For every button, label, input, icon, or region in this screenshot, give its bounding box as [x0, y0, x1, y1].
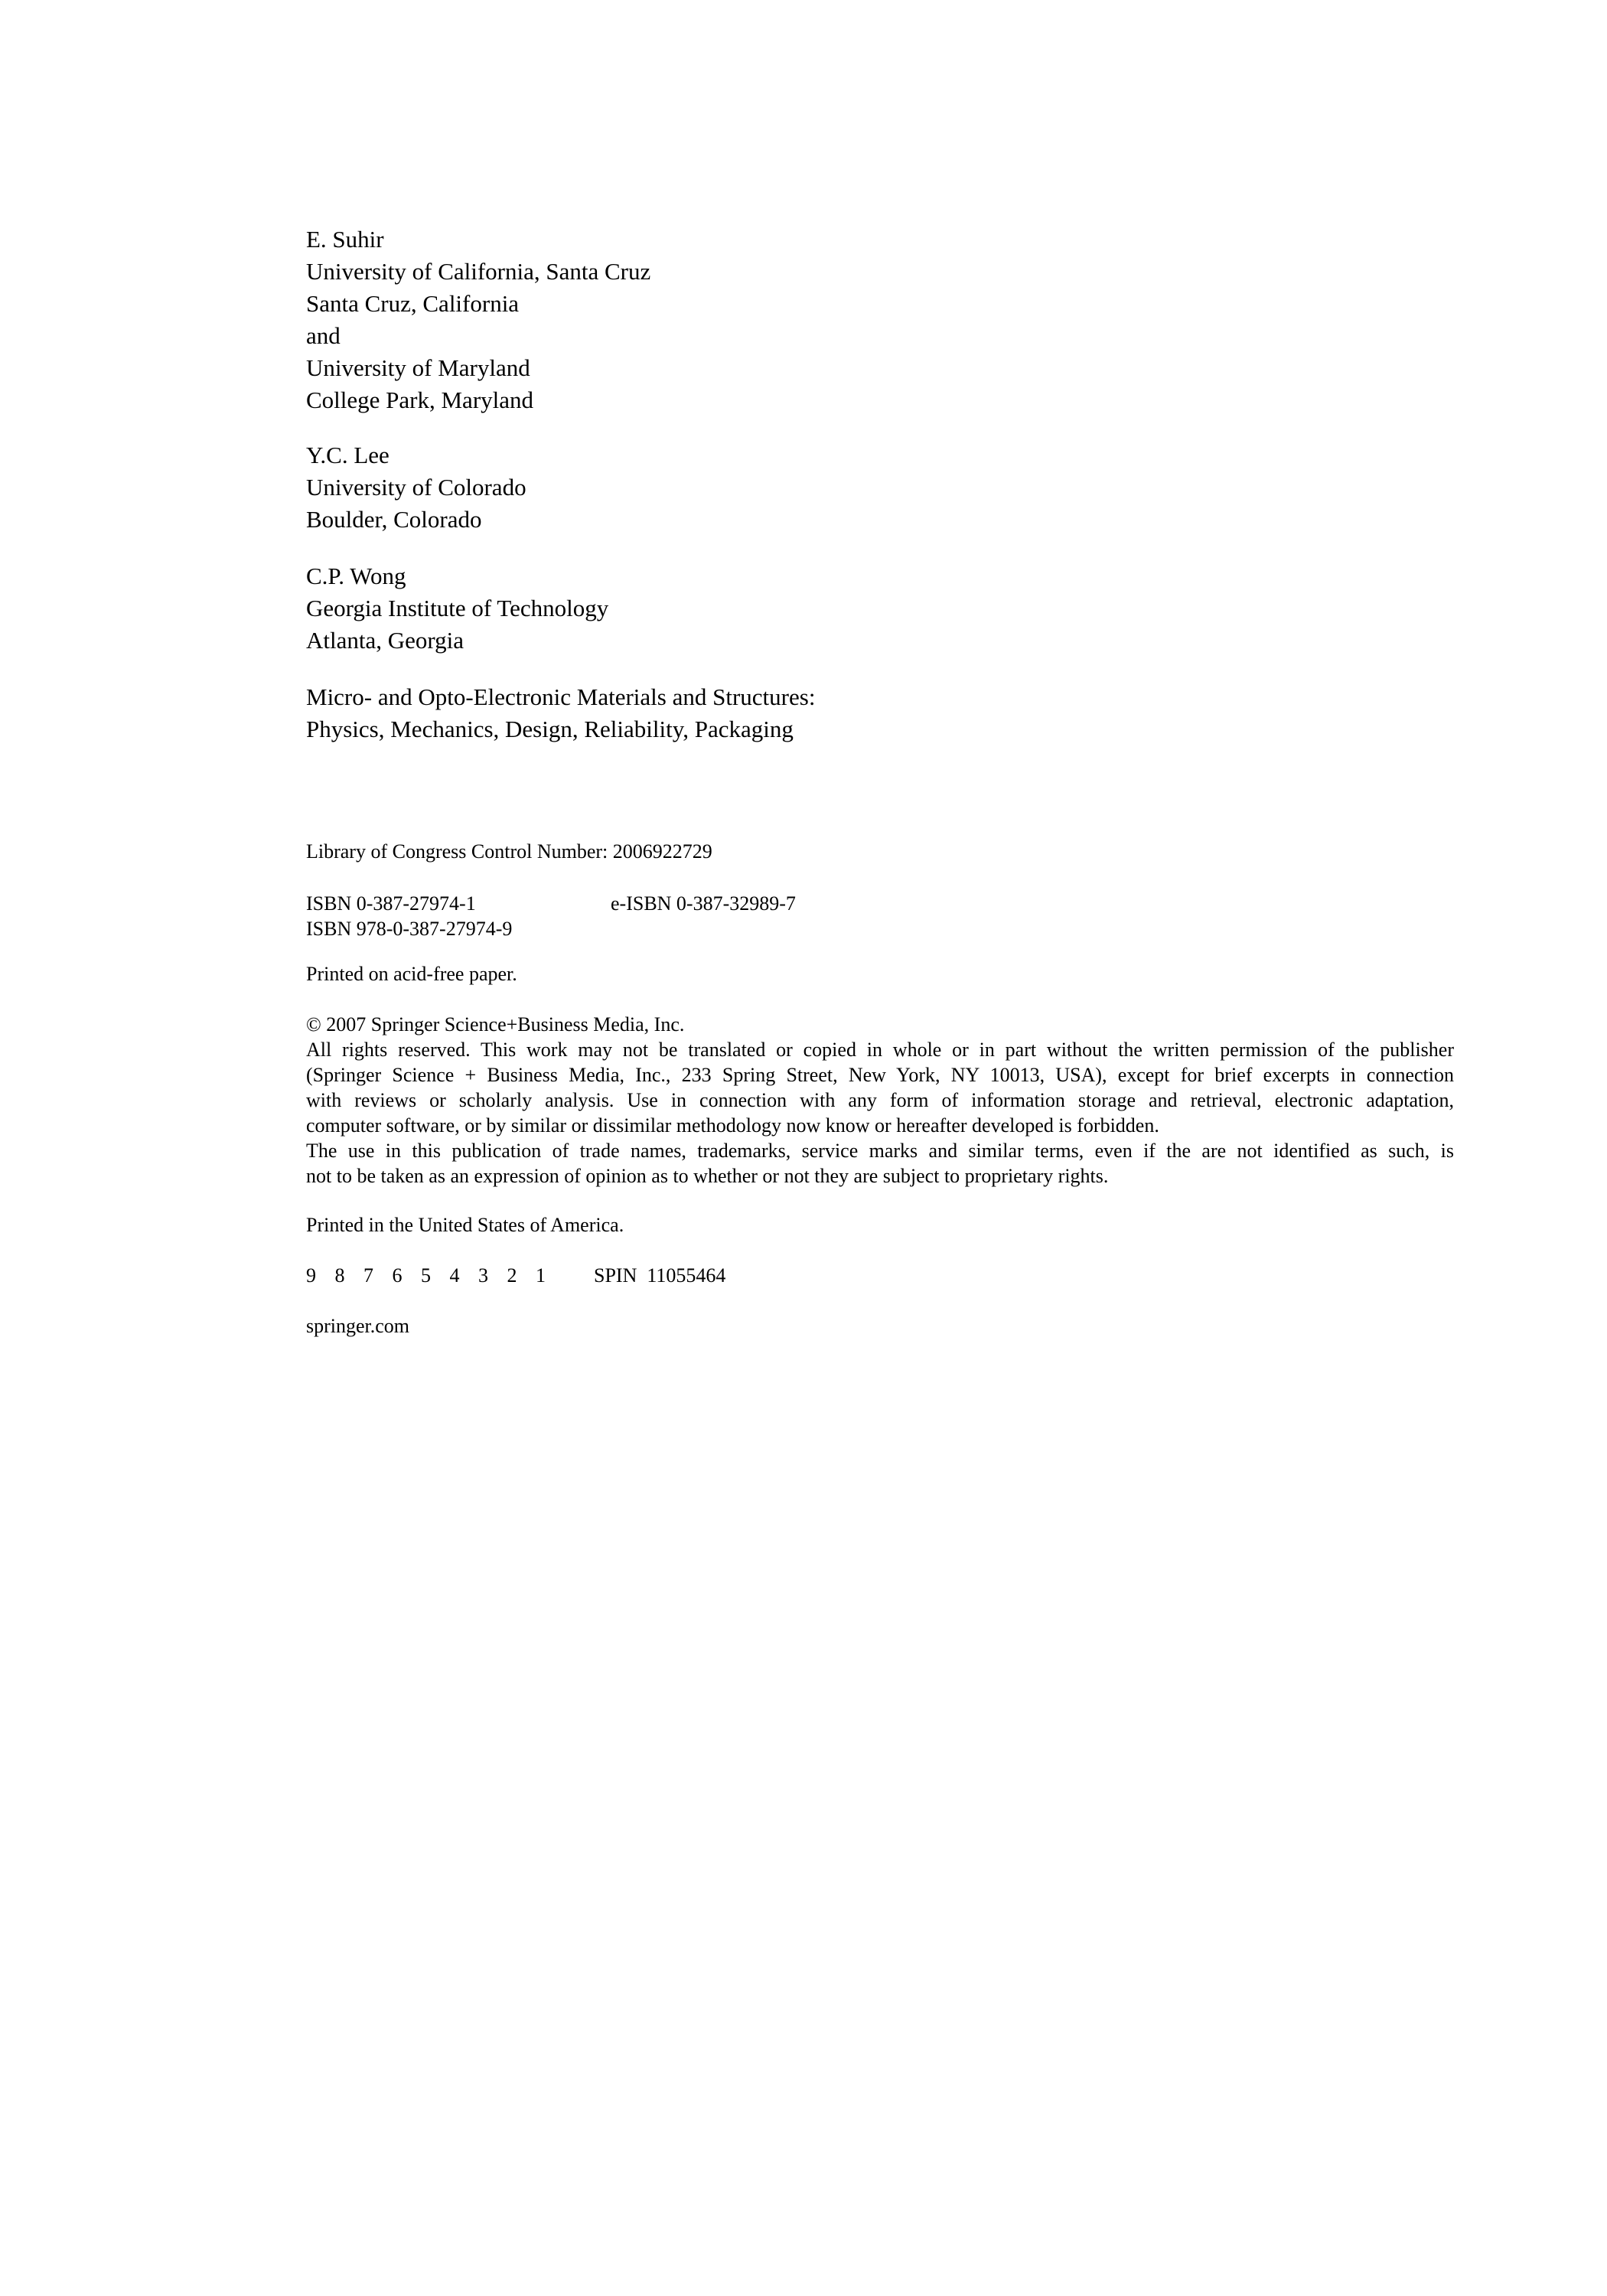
author-name: C.P. Wong: [306, 563, 406, 589]
isbn-block: [0, 891, 1607, 941]
isbn-13: ISBN 978-0-387-27974-9: [306, 918, 513, 940]
author-affiliation-line: College Park, Maryland: [306, 386, 534, 413]
author-affiliation-line: Georgia Institute of Technology: [306, 595, 609, 621]
print-line-block: [0, 1263, 1607, 1289]
author-affiliation-line: University of Colorado: [306, 474, 526, 501]
rights-line: with reviews or scholarly analysis. Use in connection with any form of information storage and retrieval, electronic adaptation,: [306, 1089, 1454, 1111]
book-title-line: Physics, Mechanics, Design, Reliability, Packaging: [306, 716, 794, 742]
printed-in-text: Printed in the United States of America.: [306, 1214, 624, 1236]
print-line: 9 8 7 6 5 4 3 2 1: [306, 1264, 553, 1287]
author-block-wong: [306, 560, 608, 657]
copyright-notice: [306, 1012, 1454, 1189]
author-affiliation-line: Santa Cruz, California: [306, 290, 520, 317]
rights-line: All rights reserved. This work may not be translated or copied in whole or in part without the written permission of the publisher: [306, 1039, 1454, 1061]
paper-note: [306, 961, 517, 987]
copyright-line: © 2007 Springer Science+Business Media, Inc.: [306, 1013, 685, 1035]
isbn-10: ISBN 0-387-27974-1: [306, 892, 476, 915]
author-affiliation-line: Boulder, Colorado: [306, 506, 482, 533]
author-name: E. Suhir: [306, 226, 384, 253]
rights-line: computer software, or by similar or dissimilar methodology now know or hereafter developed is forbidden.: [306, 1114, 1159, 1137]
paper-note-text: Printed on acid-free paper.: [306, 963, 517, 985]
author-affiliation-line: and: [306, 322, 341, 349]
lccn-text: Library of Congress Control Number: 2006922729: [306, 840, 712, 863]
author-name: Y.C. Lee: [306, 442, 390, 468]
rights-line: (Springer Science + Business Media, Inc., 233 Spring Street, New York, NY 10013, USA), except for brief excerpts in connection: [306, 1064, 1454, 1086]
trade-names-line: not to be taken as an expression of opinion as to whether or not they are subject to proprietary rights.: [306, 1165, 1109, 1187]
website-text: springer.com: [306, 1315, 410, 1337]
spin-number: SPIN 11055464: [594, 1264, 726, 1287]
author-affiliation-line: Atlanta, Georgia: [306, 627, 464, 654]
e-isbn: e-ISBN 0-387-32989-7: [611, 892, 796, 915]
lccn: [306, 839, 712, 864]
author-affiliation-line: University of California, Santa Cruz: [306, 258, 651, 285]
author-block-lee: [306, 439, 526, 536]
author-block-suhir: [306, 223, 650, 416]
trade-names-line: The use in this publication of trade names, trademarks, service marks and similar terms, even if the are not identified as such, is: [306, 1140, 1454, 1162]
author-affiliation-line: University of Maryland: [306, 354, 530, 381]
book-title: [306, 681, 815, 745]
website: [306, 1313, 409, 1339]
printed-in: [306, 1212, 624, 1238]
book-title-line: Micro- and Opto-Electronic Materials and Structures:: [306, 683, 816, 710]
